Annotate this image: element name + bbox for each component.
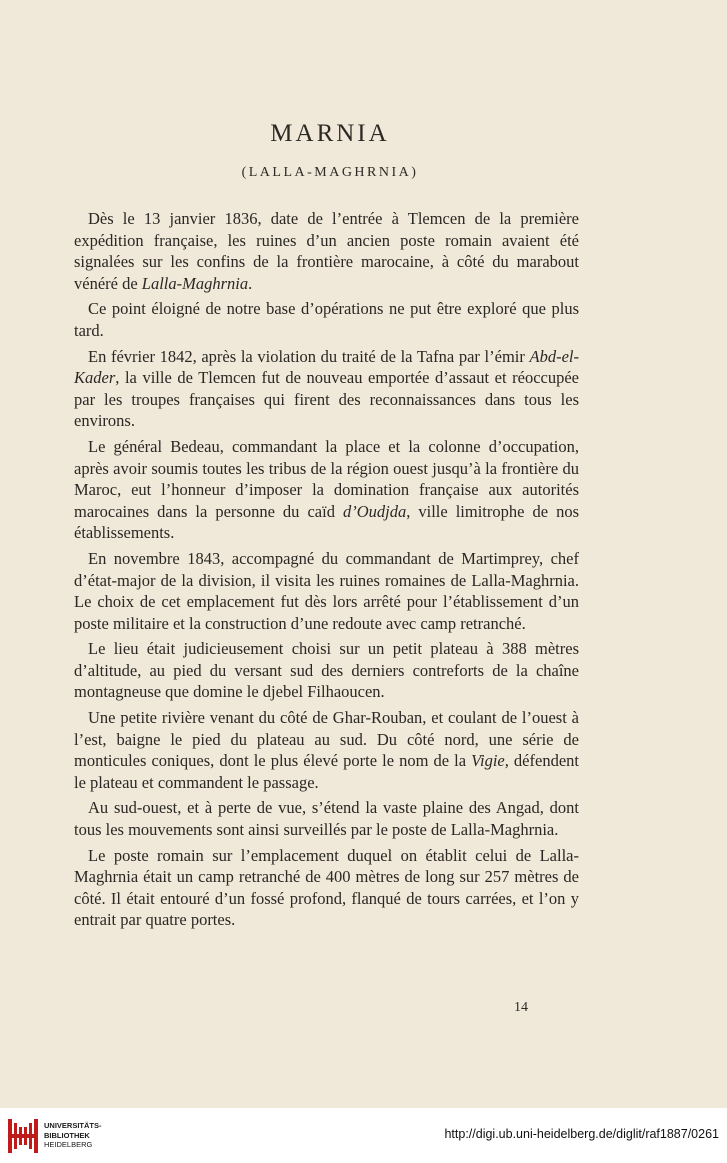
italic-text: d’Oudjda [342,501,407,521]
paragraph [74,548,579,634]
library-name-line: BIBLIOTHEK [44,1130,90,1140]
page-subtitle: (LALLA-MAGHRNIA) [241,165,419,180]
paragraph [74,707,579,793]
source-url[interactable]: http://digi.ub.uni-heidelberg.de/diglit/raf1887/0261 [444,1127,719,1141]
paragraph [74,436,579,544]
text-run: . [248,273,253,293]
text-run: En février 1842, après la violation du traité de la Tafna par l’émir [88,346,530,366]
italic-text: Lalla-Maghrnia [141,273,249,293]
library-name [44,1121,102,1150]
library-name-line: HEIDELBERG [44,1140,93,1149]
body-text [74,208,579,935]
text-run: Le général Bedeau, commandant la place et la colonne d’occupation, après avoir soumis toutes les tribus de la région ouest jusqu’à la frontière du Maroc, eut l’honneur d’imposer la domination française aux autorités marocaines dans la personne du caïd [74,436,579,521]
university-library-logo-icon [8,1119,38,1153]
text-run: Ce point éloigné de notre base d’opérations ne put être exploré que plus tard. [74,299,579,340]
text-run: Une petite rivière venant du côté de Ghar-Rouban, et coulant de l’ouest à l’est, baigne le pied du plateau au sud. Du côté nord, une série de monticules coniques, dont le plus élevé porte le nom de la [74,708,579,771]
footer-bar [0,1108,727,1163]
page-title: MARNIA [270,120,390,147]
library-name-line: UNIVERSITÄTS- [44,1121,102,1130]
text-run: défendent le plateau et commandent le passage. [74,751,579,792]
text-run: En novembre 1843, accompagné du commandant de Martimprey, chef d’état-major de la division, il visita les ruines romaines de Lalla-Maghrnia. Le choix de cet emplacement fut dès lors arrêté pour l’établissement d’un poste militaire et la construction d’une redoute avec camp retranché. [74,548,579,633]
paragraph [74,346,579,432]
paragraph [74,208,579,294]
italic-text: Abd-el-Kader [74,346,579,388]
paragraph [74,298,579,341]
italic-text: Vigie, [471,751,509,771]
text-run: , ville limitrophe de nos établissements. [74,501,579,543]
paragraph [74,797,579,840]
text-run: Le poste romain sur l’emplacement duquel on établit celui de Lalla-Maghrnia était un camp retranché de 400 mètres de long sur 257 mètres de côté. Il était entouré d’un fossé profond, flanqué de tours carrées, et l’on y entrait par quatre portes. [74,845,579,930]
page-number: 14 [514,1000,528,1015]
paragraph [74,845,579,931]
paragraph [74,638,579,703]
text-run: Au sud-ouest, et à perte de vue, s’étend la vaste plaine des Angad, dont tous les mouvements sont ainsi surveillés par le poste de Lalla-Maghrnia. [74,798,579,840]
text-run: Dès le 13 janvier 1836, date de l’entrée à Tlemcen de la première expédition française, les ruines d’un ancien poste romain avaient été signalées sur les confins de la frontière marocaine, à côté du marabout vénéré de [74,209,579,293]
text-run: Le lieu était judicieusement choisi sur un petit plateau à 388 mètres d’altitude, au pied du versant sud des derniers contreforts de la chaîne montagneuse que domine le djebel Filhaoucen. [74,639,579,702]
text-run: , la ville de Tlemcen fut de nouveau emportée d’assaut et réoccupée par les troupes françaises qui firent des reconnaissances dans tous les environs. [74,368,579,431]
